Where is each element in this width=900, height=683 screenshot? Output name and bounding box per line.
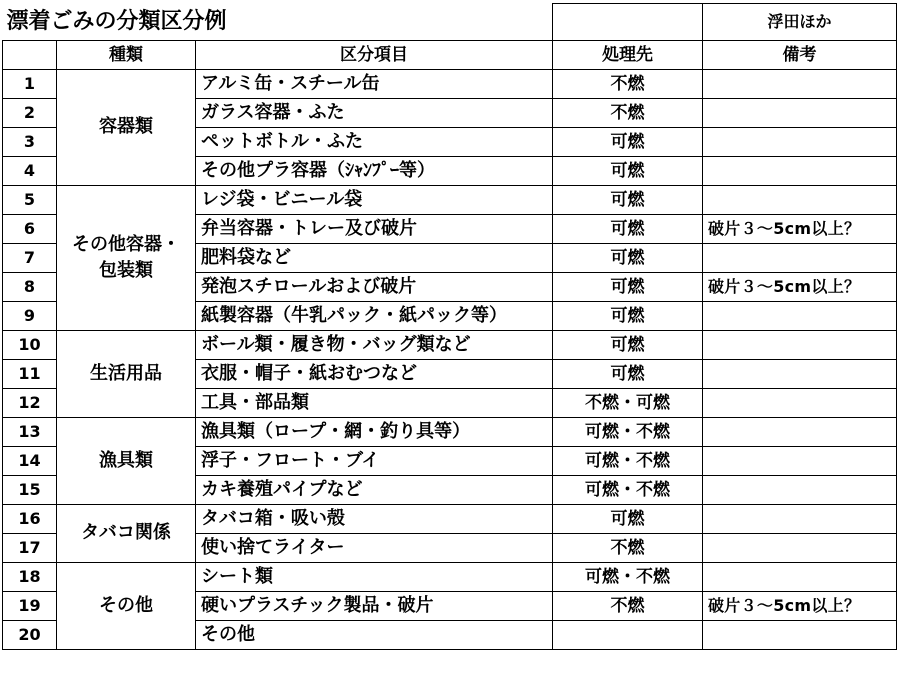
item-cell: ペットボトル・ふた [196, 128, 553, 157]
note-cell [703, 418, 897, 447]
item-cell: 肥料袋など [196, 244, 553, 273]
note-cell [703, 621, 897, 650]
item-cell: 弁当容器・トレー及び破片 [196, 215, 553, 244]
destination-cell: 不燃 [553, 592, 703, 621]
item-cell: その他 [196, 621, 553, 650]
note-cell [703, 128, 897, 157]
note-cell [703, 505, 897, 534]
title-row [3, 4, 897, 41]
row-number: 12 [3, 389, 57, 418]
note-cell [703, 244, 897, 273]
category-cell: 容器類 [57, 70, 196, 186]
row-number: 16 [3, 505, 57, 534]
category-cell: 生活用品 [57, 331, 196, 418]
table-body [3, 4, 897, 650]
note-cell [703, 360, 897, 389]
table-row [3, 186, 897, 215]
note-cell [703, 99, 897, 128]
destination-cell [553, 621, 703, 650]
category-cell: その他 [57, 563, 196, 650]
row-number: 10 [3, 331, 57, 360]
destination-cell: 可燃 [553, 360, 703, 389]
item-cell: 発泡スチロールおよび破片 [196, 273, 553, 302]
category-cell: タバコ関係 [57, 505, 196, 563]
row-number: 4 [3, 157, 57, 186]
row-number: 14 [3, 447, 57, 476]
destination-cell: 可燃 [553, 505, 703, 534]
header-destination: 処理先 [553, 41, 703, 70]
note-cell [703, 563, 897, 592]
category-cell: 漁具類 [57, 418, 196, 505]
destination-cell: 可燃・不燃 [553, 447, 703, 476]
destination-cell: 可燃・不燃 [553, 418, 703, 447]
header-item: 区分項目 [196, 41, 553, 70]
destination-cell: 不燃 [553, 534, 703, 563]
header-category: 種類 [57, 41, 196, 70]
destination-cell: 可燃 [553, 215, 703, 244]
row-number: 1 [3, 70, 57, 99]
item-cell: ガラス容器・ふた [196, 99, 553, 128]
row-number: 7 [3, 244, 57, 273]
note-cell [703, 534, 897, 563]
row-number: 9 [3, 302, 57, 331]
destination-cell: 可燃 [553, 128, 703, 157]
category-cell: その他容器・ 包装類 [57, 186, 196, 331]
item-cell: その他プラ容器（ｼｬﾝﾌﾟｰ等） [196, 157, 553, 186]
header-row [3, 41, 897, 70]
note-cell [703, 331, 897, 360]
row-number: 13 [3, 418, 57, 447]
row-number: 5 [3, 186, 57, 215]
note-cell: 破片３～5cm以上？ [703, 273, 897, 302]
table-row [3, 331, 897, 360]
table-row [3, 70, 897, 99]
item-cell: シート類 [196, 563, 553, 592]
item-cell: ボール類・履き物・バッグ類など [196, 331, 553, 360]
item-cell: レジ袋・ビニール袋 [196, 186, 553, 215]
blank-cell [553, 4, 703, 41]
sheet-title: 漂着ごみの分類区分例 [3, 4, 553, 41]
note-cell: 破片３～5cm以上？ [703, 215, 897, 244]
item-cell: 浮子・フロート・ブイ [196, 447, 553, 476]
row-number: 20 [3, 621, 57, 650]
row-number: 17 [3, 534, 57, 563]
classification-sheet [2, 3, 897, 650]
destination-cell: 可燃 [553, 186, 703, 215]
note-cell [703, 70, 897, 99]
header-num [3, 41, 57, 70]
table-row [3, 563, 897, 592]
row-number: 3 [3, 128, 57, 157]
destination-cell: 可燃 [553, 302, 703, 331]
note-cell [703, 476, 897, 505]
row-number: 19 [3, 592, 57, 621]
destination-cell: 可燃 [553, 331, 703, 360]
destination-cell: 不燃 [553, 99, 703, 128]
item-cell: 衣服・帽子・紙おむつなど [196, 360, 553, 389]
row-number: 8 [3, 273, 57, 302]
destination-cell: 可燃・不燃 [553, 476, 703, 505]
note-cell: 破片３～5cm以上？ [703, 592, 897, 621]
item-cell: カキ養殖パイプなど [196, 476, 553, 505]
note-cell [703, 389, 897, 418]
destination-cell: 可燃・不燃 [553, 563, 703, 592]
row-number: 11 [3, 360, 57, 389]
note-cell [703, 157, 897, 186]
item-cell: 硬いプラスチック製品・破片 [196, 592, 553, 621]
author-cell: 浮田ほか [703, 4, 897, 41]
item-cell: タバコ箱・吸い殻 [196, 505, 553, 534]
item-cell: 使い捨てライター [196, 534, 553, 563]
row-number: 15 [3, 476, 57, 505]
item-cell: 漁具類（ロープ・網・釣り具等） [196, 418, 553, 447]
note-cell [703, 447, 897, 476]
item-cell: 紙製容器（牛乳パック・紙パック等） [196, 302, 553, 331]
header-notes: 備考 [703, 41, 897, 70]
table-row [3, 505, 897, 534]
row-number: 2 [3, 99, 57, 128]
classification-table [2, 3, 897, 650]
item-cell: 工具・部品類 [196, 389, 553, 418]
row-number: 18 [3, 563, 57, 592]
destination-cell: 可燃 [553, 244, 703, 273]
row-number: 6 [3, 215, 57, 244]
note-cell [703, 302, 897, 331]
destination-cell: 不燃・可燃 [553, 389, 703, 418]
destination-cell: 可燃 [553, 273, 703, 302]
note-cell [703, 186, 897, 215]
destination-cell: 不燃 [553, 70, 703, 99]
destination-cell: 可燃 [553, 157, 703, 186]
table-row [3, 418, 897, 447]
item-cell: アルミ缶・スチール缶 [196, 70, 553, 99]
